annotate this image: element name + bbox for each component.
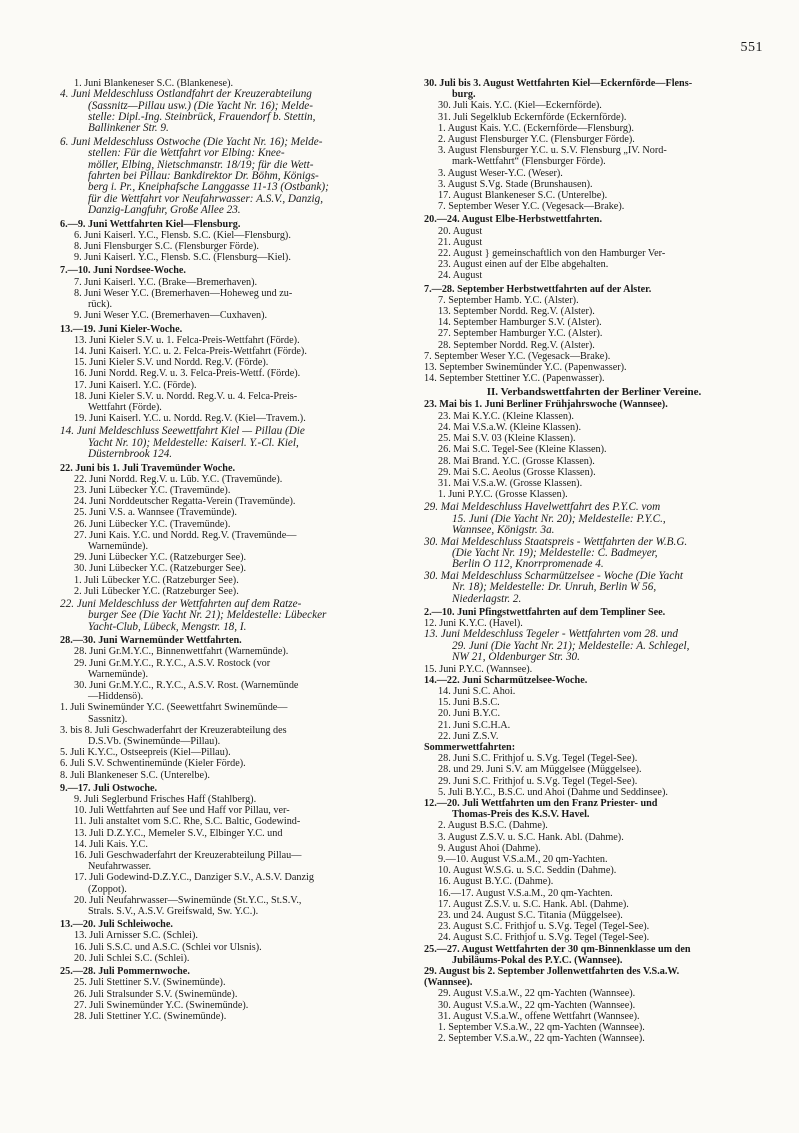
left-column-line: 26. Juli Stralsunder S.V. (Swinemünde). [74,988,238,1000]
left-column-line: Danzig-Langfuhr, Große Allee 23. [88,205,241,217]
right-column-line: 28. Mai Brand. Y.C. (Grosse Klassen). [438,455,595,467]
left-column-line: 13. Juli Arnisser S.C. (Schlei). [74,930,198,942]
left-column-line: berg i. Pr., Kneiphafsche Langgasse 11-13 (Ostbank); [88,182,329,194]
left-column-line: 14. Juni Kaiserl. Y.C. u. 2. Felca-Preis-Wettfahrt (Förde). [74,345,307,357]
right-column-line: 30. Juli bis 3. August Wettfahrten Kiel—Eckernförde—Flens- [424,78,693,89]
right-column-line: 3. August S.Vg. Stade (Brunshausen). [438,178,593,190]
right-column-line: Thomas-Preis des K.S.V. Havel. [452,809,590,821]
left-column-line: 16. Juli S.S.C. und A.S.C. (Schlei vor Ulsnis). [74,941,262,953]
right-column-line: 2.—10. Juni Pfingstwettfahrten auf dem Templiner See. [424,606,666,618]
right-column-line: 3. August Z.S.V. u. S.C. Hank. Abl. (Dahme). [438,831,624,843]
right-column-line: 29. Mai S.C. Aeolus (Grosse Klassen). [438,466,596,478]
left-column-line: stelle: Dipl.-Ing. Steinbrück, Frauendorf b. Stettin, [88,112,316,124]
right-column-line: NW 21, Oldenburger Str. 30. [452,652,580,664]
left-column-line: 14. Juli Kais. Y.C. [74,838,148,850]
right-column-line: 31. Juli Segelklub Eckernförde (Eckernförde). [438,111,627,123]
right-column-line: (Die Yacht Nr. 19); Meldestelle: C. Badmeyer, [452,547,658,559]
right-column-line: 25. Mai S.V. 03 (Kleine Klassen). [438,433,576,445]
left-column-line: 19. Juni Kaiserl. Y.C. u. Nordd. Reg.V. (Kiel—Travem.). [74,413,306,425]
right-column-line: 29. Mai Meldeschluss Havelwettfahrt des P.Y.C. vom [424,502,661,514]
right-column-line: 15. Juni B.S.C. [438,697,500,709]
left-column-line: 30. Juni Lübecker Y.C. (Ratzeburger See). [74,563,247,575]
right-column-line: 16.—17. August V.S.a.M., 20 qm-Yachten. [438,887,613,899]
left-column-line: 7.—10. Juni Nordsee-Woche. [60,265,186,277]
right-column-line: 21. August [438,236,483,248]
left-column-line: 28.—30. Juni Warnemünder Wettfahrten. [60,635,242,647]
left-column-line: 3. bis 8. Juli Geschwaderfahrt der Kreuzerabteilung des [60,724,287,736]
right-column-line: Berlin O 112, Knorrpromenade 4. [452,559,604,571]
right-column-line: 1. September V.S.a.W., 22 qm-Yachten (Wannsee). [438,1022,645,1034]
left-column-line: 25. Juni V.S. a. Wannsee (Travemünde). [74,507,237,519]
left-column-line: 1. Juli Swinemünder Y.C. (Seewettfahrt Swinemünde— [60,702,288,714]
right-column-line: 24. August [438,270,483,282]
left-column-line: 1. Juni Blankeneser S.C. (Blankenese). [74,78,234,89]
right-column-line: II. Verbandswettfahrten der Berliner Vereine. [486,386,702,399]
left-column-line: 27. Juni Kais. Y.C. und Nordd. Reg.V. (Travemünde— [74,529,297,541]
right-column-line: 12.—20. Juli Wettfahrten um den Franz Priester- und [424,798,658,810]
left-column-line: 28. Juli Stettiner Y.C. (Swinemünde). [74,1010,227,1022]
left-column-line: 17. Juni Kaiserl. Y.C. (Förde). [74,379,197,391]
right-column-line: 21. Juni S.C.H.A. [438,719,511,731]
left-column-line: 2. Juli Lübecker Y.C. (Ratzeburger See). [74,585,239,597]
right-column-line: 15. Juni P.Y.C. (Wannsee). [424,663,533,675]
left-column-line: 30. Juni Gr.M.Y.C., R.Y.C., A.S.V. Rost. (Warnemünde [74,680,299,692]
left-column-line: 13.—19. Juni Kieler-Woche. [60,323,183,335]
left-column-line: 23. Juni Lübecker Y.C. (Travemünde). [74,484,231,496]
right-column-line: 16. August B.Y.C. (Dahme). [438,876,554,888]
left-column-line: 9. Juni Kaiserl. Y.C., Flensb. S.C. (Flensburg—Kiel). [74,252,291,264]
left-column-line: 22. Juni bis 1. Juli Travemünder Woche. [60,462,236,474]
left-column-line: 13. Juni Kieler S.V. u. 1. Felca-Preis-Wettfahrt (Förde). [74,334,300,346]
right-column-line: 30. Mai Meldeschluss Staatspreis - Wettfahrten der W.B.G. [424,536,688,548]
right-column-line: 2. August Flensburger Y.C. (Flensburger Förde). [438,134,635,146]
left-column-line: 6. Juni Meldeschluss Ostwoche (Die Yacht Nr. 16); Melde- [60,136,323,148]
left-column-line: 9.—17. Juli Ostwoche. [60,782,158,794]
left-column [60,78,398,1022]
left-column-line: möller, Elbing, Nietschmanstr. 18/19; für die Wett- [88,159,314,171]
right-column-line: 29. Juni (Die Yacht Nr. 21); Meldestelle: A. Schlegel, [452,640,690,652]
right-column-line: Wannsee, Königstr. 3a. [452,525,555,537]
left-column-line: 16. Juli Geschwaderfahrt der Kreuzerabteilung Pillau— [74,850,302,862]
left-column-line: rück). [88,299,113,311]
right-column-line: 28. und 29. Juni S.V. am Müggelsee (Müggelsee). [438,764,642,776]
right-column-line: 28. September Nordd. Reg.V. (Alster). [438,339,595,351]
left-column-line: Neufahrwasser. [88,861,152,873]
left-column-line: Warnemünde). [88,540,148,552]
left-column-line: 9. Juni Weser Y.C. (Bremerhaven—Cuxhaven). [74,310,268,322]
right-column-line: 27. September Hamburger Y.C. (Alster). [438,328,603,340]
right-column-line: 20.—24. August Elbe-Herbstwettfahrten. [424,214,602,226]
right-column-line: 2. August B.S.C. (Dahme). [438,820,548,832]
right-column-line: 13. Juni Meldeschluss Tegeler - Wettfahrten vom 28. und [424,629,678,641]
left-column-line: Wettfahrt (Förde). [88,401,162,413]
left-column-line: 8. Juni Flensburger S.C. (Flensburger Förde). [74,241,259,253]
right-column-line: Jubiläums-Pokal des P.Y.C. (Wannsee). [452,954,623,966]
right-column-line: 14. Juni S.C. Ahoi. [438,686,516,697]
right-column-line: 15. Juni (Die Yacht Nr. 20); Meldestelle: P.Y.C., [452,513,666,525]
page-number: 551 [740,40,763,55]
left-column-line: (Zoppot). [88,883,127,895]
left-column-line: 25.—28. Juli Pommernwoche. [60,966,190,978]
right-column-line: 30. August V.S.a.W., 22 qm-Yachten (Wannsee). [438,999,636,1011]
right-column-line: 7.—28. September Herbstwettfahrten auf der Alster. [424,283,652,295]
right-column-line: Niederlagstr. 2. [452,593,522,605]
right-column-line: Nr. 18); Meldestelle: Dr. Unruh, Berlin W 56, [452,582,657,594]
left-column-line: 6.—9. Juni Wettfahrten Kiel—Flensburg. [60,218,241,230]
right-column-line: 28. Juni S.C. Frithjof u. S.Vg. Tegel (Tegel-See). [438,753,638,765]
left-column-line: 20. Juli Schlei S.C. (Schlei). [74,952,190,964]
right-column-line: 13. September Swinemünder Y.C. (Papenwasser). [424,362,627,374]
left-column-line: 24. Juni Norddeutscher Regatta-Verein (Travemünde). [74,496,296,508]
right-column-line: 22. August } gemeinschaftlich von den Hamburger Ver- [438,248,666,260]
left-column-line: 17. Juli Godewind-D.Z.Y.C., Danziger S.V., A.S.V. Danzig [74,872,314,884]
left-column-line: 6. Juni Kaiserl. Y.C., Flensb. S.C. (Kiel—Flensburg). [74,229,291,241]
right-column-line: 20. Juni B.Y.C. [438,708,501,720]
left-column-line: 27. Juli Swinemünder Y.C. (Swinemünde). [74,999,249,1011]
right-column-line: 9. August Ahoi (Dahme). [438,842,541,854]
left-column-line: 22. Juni Nordd. Reg.V. u. Lüb. Y.C. (Travemünde). [74,473,283,485]
right-column-line: 7. September Hamb. Y.C. (Alster). [438,294,579,306]
left-column-line: —Hiddensö). [88,691,144,703]
left-column-line: 6. Juli S.V. Schwentinemünde (Kieler Förde). [60,758,246,770]
right-column-line: 3. August Weser-Y.C. (Weser). [438,167,563,179]
left-column-line: D.S.Vb. (Swinemünde—Pillau). [88,736,221,748]
right-column-line: 9.—10. August V.S.a.M., 20 qm-Yachten. [438,854,608,866]
left-column-line: Yacht-Club, Lübeck, Mengstr. 18, I. [88,621,247,633]
right-column-line: 23. August S.C. Frithjof u. S.Vg. Tegel (Tegel-See). [438,921,650,933]
left-column-line: 18. Juni Kieler S.V. u. Nordd. Reg.V. u. 4. Felca-Preis- [74,390,298,402]
left-column-line: Strals. S.V., A.S.V. Greifswald, Sw. Y.C.). [88,906,259,918]
right-column-line: 1. Juni P.Y.C. (Grosse Klassen). [438,489,568,501]
right-column-line: Sommerwettfahrten: [424,742,516,754]
left-column-line: 11. Juli anstaltet vom S.C. Rhe, S.C. Baltic, Godewind- [74,816,301,828]
right-column-line: 14. September Hamburger S.V. (Alster). [438,317,602,329]
right-column-line: 22. Juni Z.S.V. [438,730,499,742]
left-column-line: Warnemünde). [88,668,148,680]
right-column-line: 24. August S.C. Frithjof u. S.Vg. Tegel (Tegel-See). [438,932,650,944]
left-column-line: Yacht Nr. 10); Meldestelle: Kaiserl. Y.-Cl. Kiel, [88,437,299,449]
right-column-line: 17. August Z.S.V. u. S.C. Hank. Abl. (Dahme). [438,898,629,910]
left-column-line: 29. Juni Gr.M.Y.C., R.Y.C., A.S.V. Rostock (vor [74,657,271,669]
left-column-line: (Sassnitz—Pillau usw.) (Die Yacht Nr. 16); Melde- [88,100,313,112]
left-column-line: 7. Juni Kaiserl. Y.C. (Brake—Bremerhaven). [74,276,258,288]
left-column-line: 28. Juni Gr.M.Y.C., Binnenwettfahrt (Warnemünde). [74,646,289,658]
right-column-line: 2. September V.S.a.W., 22 qm-Yachten (Wannsee). [438,1033,645,1045]
left-column-line: Sassnitz). [88,713,128,725]
left-column-line: 26. Juni Lübecker Y.C. (Travemünde). [74,518,231,530]
right-column-line: 7. September Weser Y.C. (Vegesack—Brake). [438,201,625,213]
left-column-line: 25. Juli Stettiner S.V. (Swinemünde). [74,977,226,989]
right-column-line: 29. Juni S.C. Frithjof u. S.Vg. Tegel (Tegel-See). [438,775,638,787]
right-column-line: burg. [452,89,476,101]
right-column-line: 23. Mai bis 1. Juni Berliner Frühjahrswoche (Wannsee). [424,399,668,411]
left-column-line: 22. Juni Meldeschluss der Wettfahrten auf dem Ratze- [60,598,302,610]
right-column-line: mark-Wettfahrt“ (Flensburger Förde). [452,156,606,168]
right-column-line: 26. Mai S.C. Tegel-See (Kleine Klassen). [438,444,607,456]
right-column-line: 23. und 24. August S.C. Titania (Müggelsee). [438,910,623,922]
right-column-line: 24. Mai V.S.a.W. (Kleine Klassen). [438,421,581,433]
right-column-line: 29. August bis 2. September Jollenwettfahrten des V.S.a.W. [424,966,680,978]
right-column-line: 29. August V.S.a.W., 22 qm-Yachten (Wannsee). [438,988,636,1000]
left-column-line: für die Wettfahrt vor Neufahrwasser: A.S.V., Danzig, [88,193,324,205]
right-column-line: 23. August einen auf der Elbe abgehalten. [438,259,609,271]
left-column-line: 10. Juli Wettfahrten auf See und Haff vor Pillau, ver- [74,805,290,817]
left-column-line: 20. Juli Neufahrwasser—Swinemünde (St.Y.C., St.S.V., [74,894,302,906]
left-column-line: 4. Juni Meldeschluss Ostlandfahrt der Kreuzerabteilung [60,89,312,101]
right-column-line: 1. August Kais. Y.C. (Eckernförde—Flensburg). [438,122,634,134]
left-column-line: 13. Juli D.Z.Y.C., Memeler S.V., Elbinger Y.C. und [74,827,283,839]
left-column-line: 8. Juni Weser Y.C. (Bremerhaven—Hoheweg und zu- [74,287,293,299]
right-column-line: 7. September Weser Y.C. (Vegesack—Brake). [424,350,611,362]
right-column-line: 10. August W.S.G. u. S.C. Seddin (Dahme). [438,865,617,877]
right-column-line: 17. August Blankeneser S.C. (Unterelbe). [438,190,608,202]
right-column-line: 12. Juni K.Y.C. (Havel). [424,618,523,630]
right-column-line: (Wannsee). [424,977,473,989]
left-column-line: Düsternbrook 124. [88,449,173,461]
right-column-line: 5. Juli B.Y.C., B.S.C. und Ahoi (Dahme und Seddinsee). [438,786,668,798]
left-column-line: fahrten bei Pillau: Bankdirektor Dr. Böhm, Königs- [88,171,319,183]
right-column [424,78,764,1045]
right-column-line: 14.—22. Juni Scharmützelsee-Woche. [424,674,588,686]
left-column-line: 5. Juli K.Y.C., Ostseepreis (Kiel—Pillau). [60,747,231,759]
left-column-line: 9. Juli Seglerbund Frisches Haff (Stahlberg). [74,794,257,806]
right-column-line: 31. August V.S.a.W., offene Wettfahrt (Wannsee). [438,1010,640,1022]
right-column-line: 30. Juli Kais. Y.C. (Kiel—Eckernförde). [438,100,602,112]
right-column-line: 13. September Nordd. Reg.V. (Alster). [438,306,595,318]
left-column-line: 13.—20. Juli Schleiwoche. [60,919,173,931]
right-column-line: 30. Mai Meldeschluss Scharmützelsee - Woche (Die Yacht [424,570,683,582]
right-column-line: 3. August Flensburger Y.C. u. S.V. Flensburg „IV. Nord- [438,145,667,157]
right-column-line: 25.—27. August Wettfahrten der 30 qm-Binnenklasse um den [424,943,691,955]
left-column-line: 8. Juli Blankeneser S.C. (Unterelbe). [60,769,210,781]
left-column-line: burger See (Die Yacht Nr. 21); Meldestelle: Lübecker [88,610,327,622]
left-column-line: 1. Juli Lübecker Y.C. (Ratzeburger See). [74,574,239,586]
left-column-line: 14. Juni Meldeschluss Seewettfahrt Kiel — Pillau (Die [60,426,305,438]
right-column-line: 31. Mai V.S.a.W. (Grosse Klassen). [438,477,583,489]
left-column-line: stellen: Für die Wettfahrt vor Elbing: Knee- [88,148,285,160]
left-column-line: 15. Juni Kieler S.V. und Nordd. Reg.V. (Förde). [74,357,269,369]
right-column-line: 23. Mai K.Y.C. (Kleine Klassen). [438,410,574,422]
right-column-line: 14. September Stettiner Y.C. (Papenwasser). [424,373,605,385]
left-column-line: 16. Juni Nordd. Reg.V. u. 3. Felca-Preis-Wettf. (Förde). [74,368,301,380]
right-column-line: 20. August [438,225,483,237]
left-column-line: 29. Juni Lübecker Y.C. (Ratzeburger See). [74,552,247,564]
left-column-line: Ballinkener Str. 9. [88,123,169,135]
